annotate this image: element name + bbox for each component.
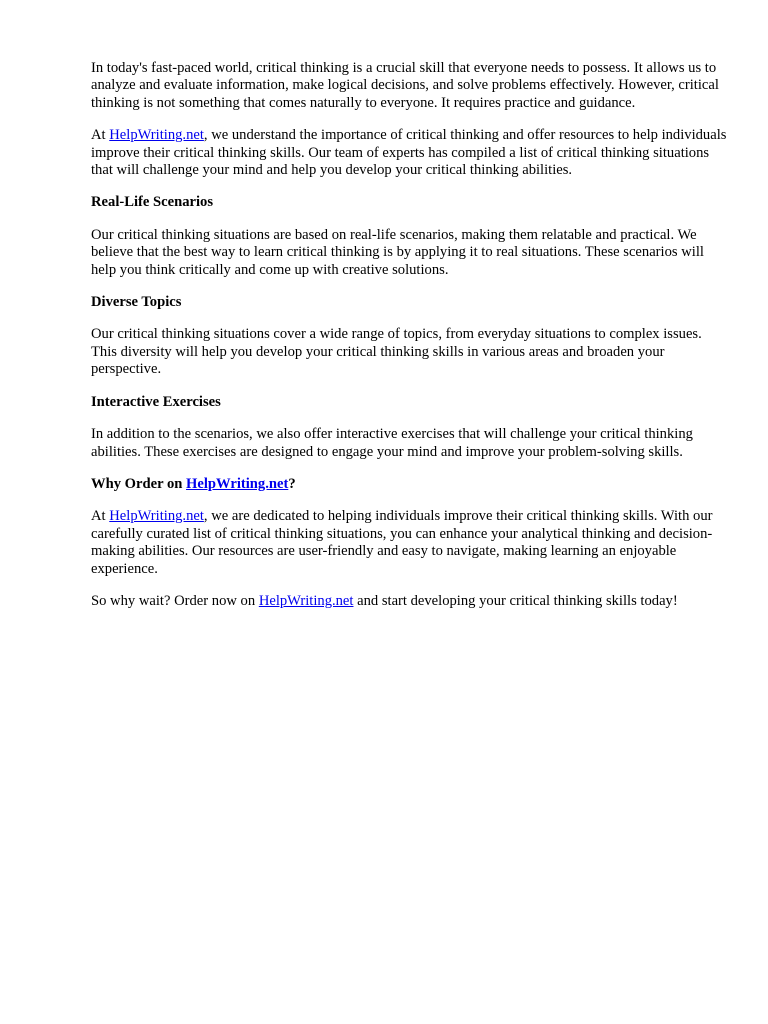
- why-order-body-prefix: At: [91, 508, 110, 525]
- closing-paragraph: [91, 593, 731, 610]
- why-order-paragraph: [91, 508, 731, 578]
- about-paragraph: [91, 127, 731, 179]
- closing-prefix: So why wait? Order now on: [91, 592, 259, 609]
- helpwriting-link[interactable]: HelpWriting.net: [109, 508, 204, 525]
- section-body-real-life: Our critical thinking situations are based on real-life scenarios, making them relatable and practical. We believe that the best way to learn critical thinking is by applying it to real situations. These scenarios will help you think critically and come up with creative solutions.: [91, 226, 704, 278]
- why-order-body-suffix: , we are dedicated to helping individuals improve their critical thinking skills. With our carefully curated list of critical thinking situations, you can enhance your analytical thinking and decision-making abilities. Our resources are user-friendly and easy to navigate, making learning an enjoyable experience.: [91, 508, 713, 577]
- intro-paragraph: In today's fast-paced world, critical thinking is a crucial skill that everyone needs to possess. It allows us to analyze and evaluate information, make logical decisions, and solve problems effectively. However, critical thinking is not something that comes naturally to everyone. It requires practice and guidance.: [91, 60, 719, 111]
- closing-suffix: and start developing your critical thinking skills today!: [353, 592, 678, 609]
- helpwriting-link[interactable]: HelpWriting.net: [186, 475, 289, 492]
- why-order-heading-suffix: ?: [288, 475, 296, 492]
- about-suffix: , we understand the importance of critical thinking and offer resources to help individuals improve their critical thinking skills. Our team of experts has compiled a list of critical thinking situations that will challenge your mind and help you develop your critical thinking abilities.: [91, 127, 727, 179]
- about-prefix: At: [91, 127, 110, 144]
- helpwriting-link[interactable]: HelpWriting.net: [109, 127, 204, 144]
- section-heading-interactive: Interactive Exercises: [91, 393, 221, 410]
- section-body-diverse-topics: Our critical thinking situations cover a wide range of topics, from everyday situations to complex issues. This diversity will help you develop your critical thinking skills in various areas and broaden your perspective.: [91, 326, 702, 378]
- why-order-heading-prefix: Why Order on: [91, 475, 187, 492]
- section-heading-diverse-topics: Diverse Topics: [91, 294, 182, 311]
- helpwriting-link[interactable]: HelpWriting.net: [258, 592, 354, 609]
- document-page: [91, 60, 731, 625]
- section-heading-real-life: Real-Life Scenarios: [91, 194, 213, 211]
- why-order-heading: [91, 476, 731, 493]
- section-body-interactive: In addition to the scenarios, we also offer interactive exercises that will challenge your critical thinking abilities. These exercises are designed to engage your mind and improve your problem-solving skills.: [91, 426, 693, 460]
